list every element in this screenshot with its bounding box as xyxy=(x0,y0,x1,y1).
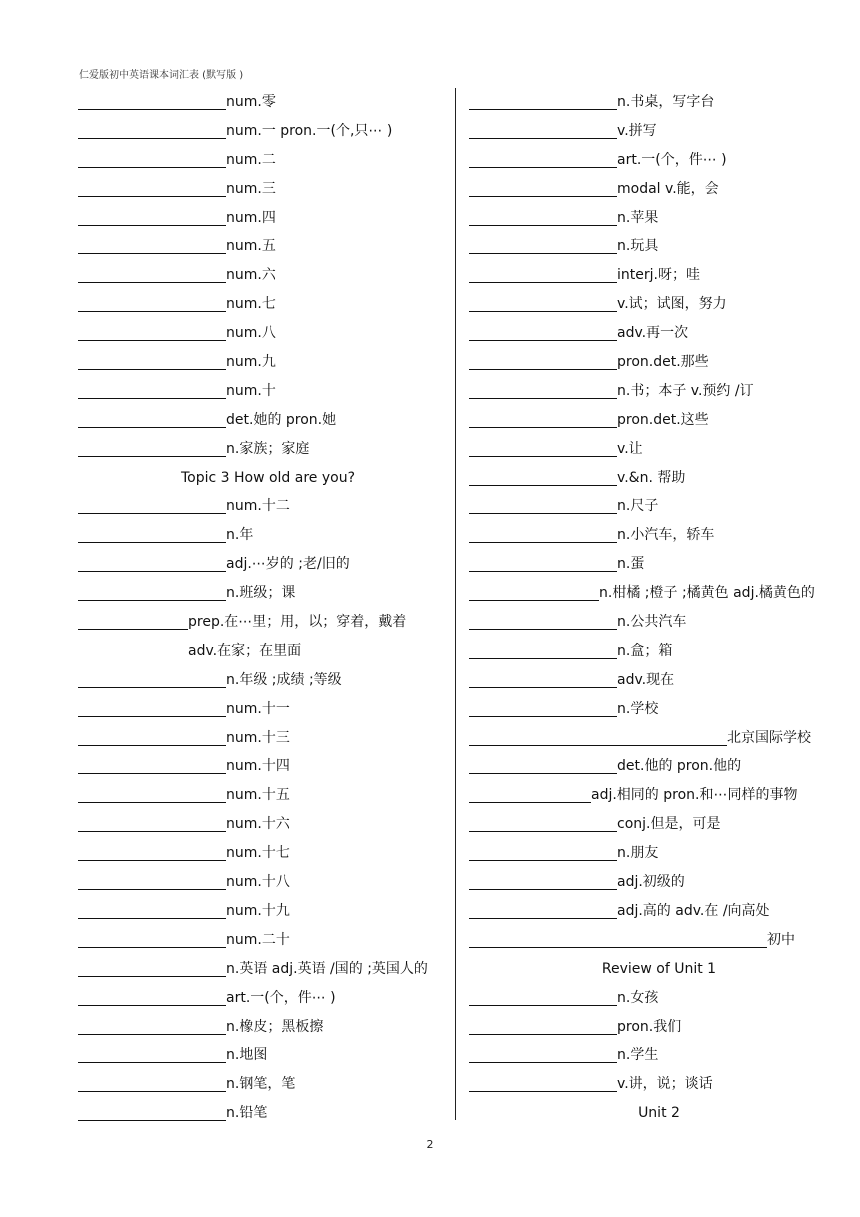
definition-text: pron.det.这些 xyxy=(617,411,709,428)
vocab-row xyxy=(469,897,849,926)
answer-blank[interactable] xyxy=(469,1091,617,1092)
answer-blank[interactable] xyxy=(78,571,226,572)
vocab-row xyxy=(469,839,849,868)
vocab-row xyxy=(469,348,849,377)
answer-blank[interactable] xyxy=(78,947,226,948)
definition-text: n.朋友 xyxy=(617,845,659,862)
vocab-row xyxy=(469,319,849,348)
vocab-row xyxy=(78,1099,458,1128)
answer-blank[interactable] xyxy=(78,831,226,832)
vocab-row xyxy=(78,666,458,695)
definition-text: num.二 xyxy=(226,151,276,168)
answer-blank[interactable] xyxy=(469,138,617,139)
vocab-row xyxy=(469,637,849,666)
vocab-row xyxy=(469,117,849,146)
right-vocab-column xyxy=(469,88,849,1128)
definition-text: det.她的 pron.她 xyxy=(226,411,337,428)
answer-blank[interactable] xyxy=(78,1062,226,1063)
definition-text: num.七 xyxy=(226,296,276,313)
definition-text: n.年 xyxy=(226,527,254,544)
definition-text: num.一 pron.一(个,只⋯ ) xyxy=(226,122,393,139)
vocab-row xyxy=(78,897,458,926)
answer-blank[interactable] xyxy=(469,687,617,688)
answer-blank[interactable] xyxy=(469,831,617,832)
definition-text: n.玩具 xyxy=(617,238,659,255)
vocab-row xyxy=(78,88,458,117)
definition-text: det.他的 pron.他的 xyxy=(617,758,742,775)
answer-blank[interactable] xyxy=(469,918,617,919)
definition-text: n.柑橘 ;橙子 ;橘黄色 adj.橘黄色的 xyxy=(599,585,815,602)
definition-text: num.三 xyxy=(226,180,276,197)
vocab-row xyxy=(469,666,849,695)
vocab-row xyxy=(469,926,849,955)
answer-blank[interactable] xyxy=(78,138,226,139)
vocab-row xyxy=(469,175,849,204)
definition-text: conj.但是，可是 xyxy=(617,816,721,833)
definition-text: num.六 xyxy=(226,267,276,284)
answer-blank[interactable] xyxy=(78,311,226,312)
definition-text: n.英语 adj.英语 /国的 ;英国人的 xyxy=(226,960,428,977)
definition-text: num.十七 xyxy=(226,845,290,862)
definition-text: num.十八 xyxy=(226,874,290,891)
answer-blank[interactable] xyxy=(78,802,226,803)
vocab-row xyxy=(469,521,849,550)
definition-text: n.地图 xyxy=(226,1047,268,1064)
vocab-row xyxy=(78,781,458,810)
vocab-row xyxy=(469,608,849,637)
vocab-row xyxy=(469,290,849,319)
answer-blank[interactable] xyxy=(469,745,727,746)
definition-text: interj.呀；哇 xyxy=(617,267,700,284)
answer-blank[interactable] xyxy=(469,311,617,312)
answer-blank[interactable] xyxy=(78,860,226,861)
vocab-row xyxy=(78,810,458,839)
vocab-row xyxy=(78,695,458,724)
answer-blank[interactable] xyxy=(469,225,617,226)
answer-blank[interactable] xyxy=(469,1034,617,1035)
answer-blank[interactable] xyxy=(78,513,226,514)
definition-text: num.零 xyxy=(226,94,276,110)
answer-blank[interactable] xyxy=(78,773,226,774)
answer-blank[interactable] xyxy=(469,109,617,110)
vocab-row xyxy=(469,695,849,724)
definition-text: num.十 xyxy=(226,382,276,399)
answer-blank[interactable] xyxy=(78,225,226,226)
definition-text: n.小汽车，轿车 xyxy=(617,527,715,544)
definition-text: 北京国际学校 xyxy=(727,729,811,746)
vocab-row xyxy=(78,290,458,319)
definition-text: v.让 xyxy=(617,440,643,457)
answer-blank[interactable] xyxy=(469,340,617,341)
definition-text: n.家族；家庭 xyxy=(226,440,310,457)
definition-text: adj.相同的 pron.和⋯同样的事物 xyxy=(591,787,798,804)
answer-blank[interactable] xyxy=(78,282,226,283)
section-heading-text: Review of Unit 1 xyxy=(601,960,717,977)
vocab-row xyxy=(78,435,458,464)
definition-text: n.钢笔，笔 xyxy=(226,1076,296,1093)
vocab-row xyxy=(78,232,458,261)
vocab-row xyxy=(469,88,849,117)
vocab-row xyxy=(78,637,458,666)
definition-text: n.公共汽车 xyxy=(617,614,687,631)
vocab-row xyxy=(469,550,849,579)
answer-blank[interactable] xyxy=(78,196,226,197)
definition-text: num.十三 xyxy=(226,729,290,746)
answer-blank[interactable] xyxy=(469,889,617,890)
vocab-row xyxy=(78,752,458,781)
vocab-row xyxy=(78,204,458,233)
vocab-row xyxy=(78,868,458,897)
vocab-row xyxy=(78,146,458,175)
vocab-row xyxy=(78,839,458,868)
vocab-row xyxy=(78,261,458,290)
definition-text: num.十六 xyxy=(226,816,290,833)
answer-blank[interactable] xyxy=(469,1062,617,1063)
definition-text: num.八 xyxy=(226,325,276,342)
definition-text: 初中 xyxy=(767,931,795,948)
page-header: 仁爱版初中英语课本词汇表 (默写版 ) xyxy=(79,70,244,81)
vocab-row xyxy=(469,1041,849,1070)
definition-text: n.书；本子 v.预约 /订 xyxy=(617,382,754,399)
definition-text: n.年级 ;成绩 ;等级 xyxy=(226,671,342,688)
vocab-row xyxy=(469,868,849,897)
answer-blank[interactable] xyxy=(78,253,226,254)
vocab-row xyxy=(78,175,458,204)
section-heading-text: Topic 3 How old are you? xyxy=(180,469,356,486)
definition-text: v.讲，说；谈话 xyxy=(617,1076,713,1093)
answer-blank[interactable] xyxy=(469,658,617,659)
vocab-row xyxy=(469,435,849,464)
vocab-row xyxy=(78,1041,458,1070)
definition-text: num.五 xyxy=(226,238,276,255)
vocab-row xyxy=(469,146,849,175)
answer-blank[interactable] xyxy=(469,513,617,514)
vocab-row xyxy=(469,232,849,261)
vocab-row xyxy=(78,348,458,377)
definition-text: num.四 xyxy=(226,209,276,226)
answer-blank[interactable] xyxy=(78,456,226,457)
definition-text: prep.在⋯里；用，以；穿着，戴着 xyxy=(188,614,407,631)
answer-blank[interactable] xyxy=(78,600,226,601)
definition-text: v.拼写 xyxy=(617,122,657,139)
definition-text: num.十五 xyxy=(226,787,290,804)
vocab-row xyxy=(78,492,458,521)
definition-text: adj.⋯岁的 ;老/旧的 xyxy=(226,556,350,573)
definition-text: n.学校 xyxy=(617,700,659,717)
definition-text: num.九 xyxy=(226,354,276,371)
vocab-row xyxy=(78,1013,458,1042)
answer-blank[interactable] xyxy=(78,167,226,168)
definition-text: n.盒；箱 xyxy=(617,642,673,659)
vocab-row xyxy=(78,377,458,406)
answer-blank[interactable] xyxy=(78,687,226,688)
answer-blank[interactable] xyxy=(78,542,226,543)
definition-text: adj.高的 adv.在 /向高处 xyxy=(617,902,770,919)
vocab-row xyxy=(469,752,849,781)
definition-text: num.十九 xyxy=(226,902,290,919)
answer-blank[interactable] xyxy=(469,542,617,543)
answer-blank[interactable] xyxy=(469,629,617,630)
answer-blank[interactable] xyxy=(78,889,226,890)
definition-text: n.铅笔 xyxy=(226,1105,268,1122)
definition-text: n.尺子 xyxy=(617,498,659,515)
definition-text: n.班级；课 xyxy=(226,585,296,602)
answer-blank[interactable] xyxy=(469,253,617,254)
definition-text: num.二十 xyxy=(226,931,290,948)
answer-blank[interactable] xyxy=(469,456,617,457)
vocab-row xyxy=(78,984,458,1013)
answer-blank[interactable] xyxy=(78,918,226,919)
definition-text: art.一(个，件⋯ ) xyxy=(226,989,336,1006)
answer-blank[interactable] xyxy=(469,427,617,428)
answer-blank[interactable] xyxy=(78,1120,226,1121)
answer-blank[interactable] xyxy=(469,282,617,283)
definition-text: v.试；试图，努力 xyxy=(617,296,727,313)
vocab-row xyxy=(469,1013,849,1042)
answer-blank[interactable] xyxy=(469,802,591,803)
vocab-row xyxy=(78,926,458,955)
definition-text: adv.再一次 xyxy=(617,325,689,342)
vocab-row xyxy=(78,319,458,348)
answer-blank[interactable] xyxy=(469,600,599,601)
section-heading xyxy=(78,464,458,493)
vocab-row xyxy=(469,492,849,521)
definition-text: adv.现在 xyxy=(617,671,675,688)
definition-text: n.蛋 xyxy=(617,556,645,573)
answer-blank[interactable] xyxy=(78,109,226,110)
vocab-row xyxy=(469,204,849,233)
definition-text: n.学生 xyxy=(617,1047,659,1064)
answer-blank[interactable] xyxy=(78,427,226,428)
definition-text: v.&n. 帮助 xyxy=(617,469,686,486)
definition-text: modal v.能，会 xyxy=(617,180,719,197)
vocab-row xyxy=(78,1070,458,1099)
answer-blank[interactable] xyxy=(469,485,617,486)
answer-blank[interactable] xyxy=(469,167,617,168)
vocab-row xyxy=(469,464,849,493)
vocab-row xyxy=(78,521,458,550)
answer-blank[interactable] xyxy=(469,860,617,861)
left-vocab-column xyxy=(78,88,458,1128)
vocab-row xyxy=(78,955,458,984)
column-divider xyxy=(455,88,456,1120)
answer-blank[interactable] xyxy=(78,716,226,717)
vocab-row xyxy=(469,261,849,290)
definition-text: adv.在家；在里面 xyxy=(188,642,302,659)
vocab-row xyxy=(78,406,458,435)
vocab-row xyxy=(469,377,849,406)
answer-blank[interactable] xyxy=(78,745,226,746)
vocab-row xyxy=(469,724,849,753)
definition-text: n.女孩 xyxy=(617,989,659,1006)
section-heading xyxy=(469,1099,849,1128)
vocab-row xyxy=(78,550,458,579)
answer-blank[interactable] xyxy=(78,1091,226,1092)
answer-blank[interactable] xyxy=(469,398,617,399)
answer-blank[interactable] xyxy=(78,340,226,341)
vocab-row xyxy=(469,984,849,1013)
definition-text: num.十一 xyxy=(226,700,290,717)
definition-text: pron.我们 xyxy=(617,1018,682,1035)
definition-text: n.书桌，写字台 xyxy=(617,94,715,110)
answer-blank[interactable] xyxy=(78,976,226,977)
definition-text: n.苹果 xyxy=(617,209,659,226)
vocab-row xyxy=(469,406,849,435)
definition-text: art.一(个，件⋯ ) xyxy=(617,151,727,168)
vocab-row xyxy=(469,1070,849,1099)
definition-text: num.十四 xyxy=(226,758,290,775)
answer-blank[interactable] xyxy=(78,1005,226,1006)
answer-blank[interactable] xyxy=(469,716,617,717)
answer-blank[interactable] xyxy=(469,773,617,774)
answer-blank[interactable] xyxy=(469,369,617,370)
section-heading xyxy=(469,955,849,984)
vocab-row xyxy=(78,608,458,637)
vocab-row xyxy=(78,724,458,753)
answer-blank[interactable] xyxy=(469,947,767,948)
answer-blank[interactable] xyxy=(469,1005,617,1006)
definition-text: pron.det.那些 xyxy=(617,354,709,371)
answer-blank[interactable] xyxy=(469,571,617,572)
vocab-row xyxy=(78,117,458,146)
definition-text: adj.初级的 xyxy=(617,874,685,891)
vocab-row xyxy=(469,810,849,839)
vocab-row xyxy=(469,579,849,608)
answer-blank[interactable] xyxy=(78,1034,226,1035)
answer-blank[interactable] xyxy=(78,629,188,630)
vocab-row xyxy=(469,781,849,810)
page-number: 2 xyxy=(426,1138,434,1151)
vocab-row xyxy=(78,579,458,608)
answer-blank[interactable] xyxy=(78,369,226,370)
answer-blank[interactable] xyxy=(469,196,617,197)
section-heading-text: Unit 2 xyxy=(638,1105,680,1122)
definition-text: num.十二 xyxy=(226,498,290,515)
answer-blank[interactable] xyxy=(78,398,226,399)
definition-text: n.橡皮；黑板擦 xyxy=(226,1018,324,1035)
